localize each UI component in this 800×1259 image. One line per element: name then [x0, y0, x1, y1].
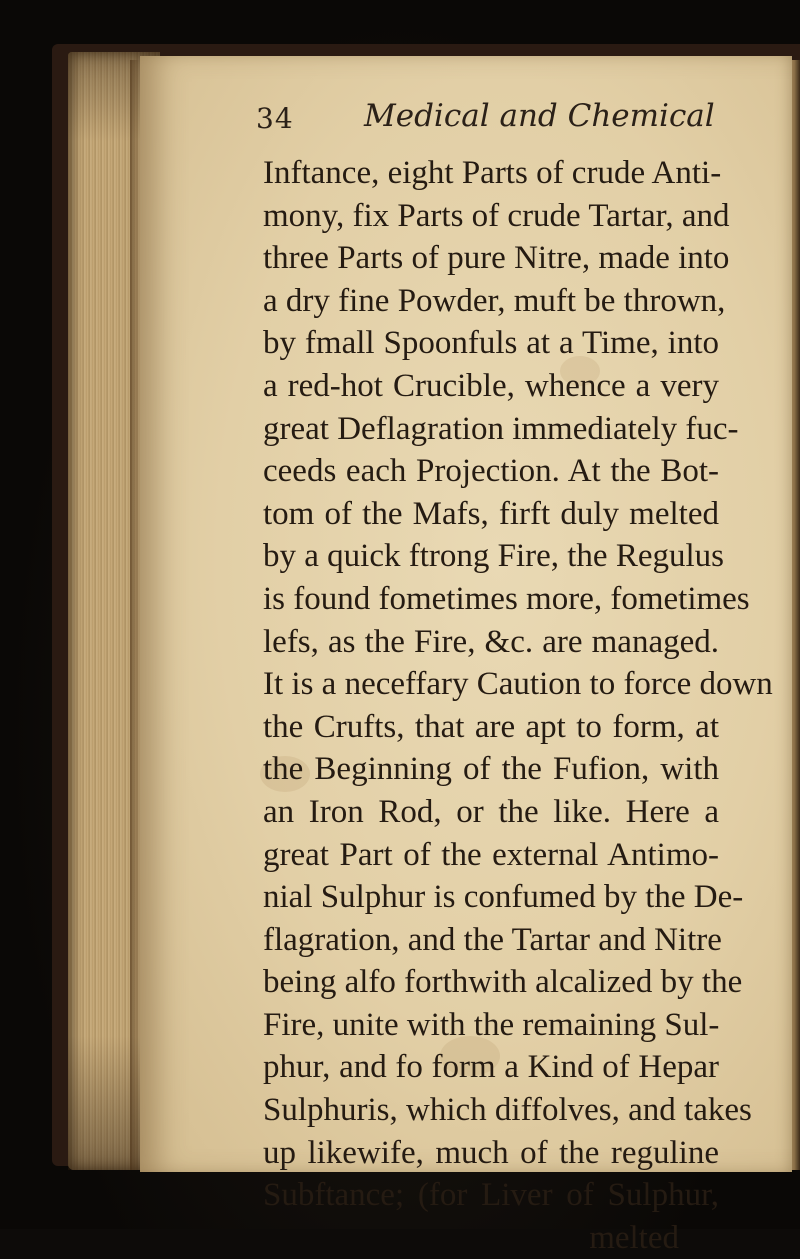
text-line: phur, and fo form a Kind of Hepar	[263, 1049, 719, 1086]
text-line: is found fometimes more, fometimes	[263, 580, 750, 617]
text-line: tom of the Mafs, firft duly melted	[263, 495, 719, 532]
text-line: great Deflagration immediately fuc-	[263, 410, 739, 447]
text-line: Fire, unite with the remaining Sul-	[263, 1006, 720, 1043]
running-title: Medical and Chemical	[364, 98, 715, 134]
text-line: the Beginning of the Fufion, with	[263, 751, 719, 788]
text-line: an Iron Rod, or the like. Here a	[263, 793, 719, 830]
text-line: Subftance; (for Liver of Sulphur,	[263, 1177, 719, 1214]
text-line: by a quick ftrong Fire, the Regulus	[263, 538, 725, 575]
text-line: flagration, and the Tartar and Nitre	[263, 921, 722, 958]
text-line: being alfo forthwith alcalized by the	[263, 964, 743, 1001]
text-line: by fmall Spoonfuls at a Time, into	[263, 325, 719, 362]
text-line: a dry fine Powder, muft be thrown,	[263, 282, 726, 319]
text-line: nial Sulphur is confumed by the De-	[263, 879, 744, 916]
gutter-shadow	[130, 60, 140, 1170]
text-line: Sulphuris, which diffolves, and takes	[263, 1092, 752, 1129]
running-head	[256, 96, 715, 140]
text-line: a red-hot Crucible, whence a very	[263, 367, 719, 404]
body-text	[263, 152, 773, 1259]
text-line: mony, fix Parts of crude Tartar, and	[263, 197, 730, 234]
page-number: 34	[256, 102, 294, 135]
text-line: ceeds each Projection. At the Bot-	[263, 453, 719, 490]
text-line: Inftance, eight Parts of crude Anti-	[263, 155, 722, 191]
text-line: lefs, as the Fire, &c. are managed.	[263, 623, 719, 660]
text-line: It is a neceffary Caution to force down	[263, 666, 773, 703]
text-line: up likewife, much of the reguline	[263, 1134, 719, 1171]
text-line: three Parts of pure Nitre, made into	[263, 240, 730, 277]
text-line: the Crufts, that are apt to form, at	[263, 708, 719, 745]
catchword: melted	[589, 1219, 679, 1256]
text-line: great Part of the external Antimo-	[263, 836, 719, 873]
